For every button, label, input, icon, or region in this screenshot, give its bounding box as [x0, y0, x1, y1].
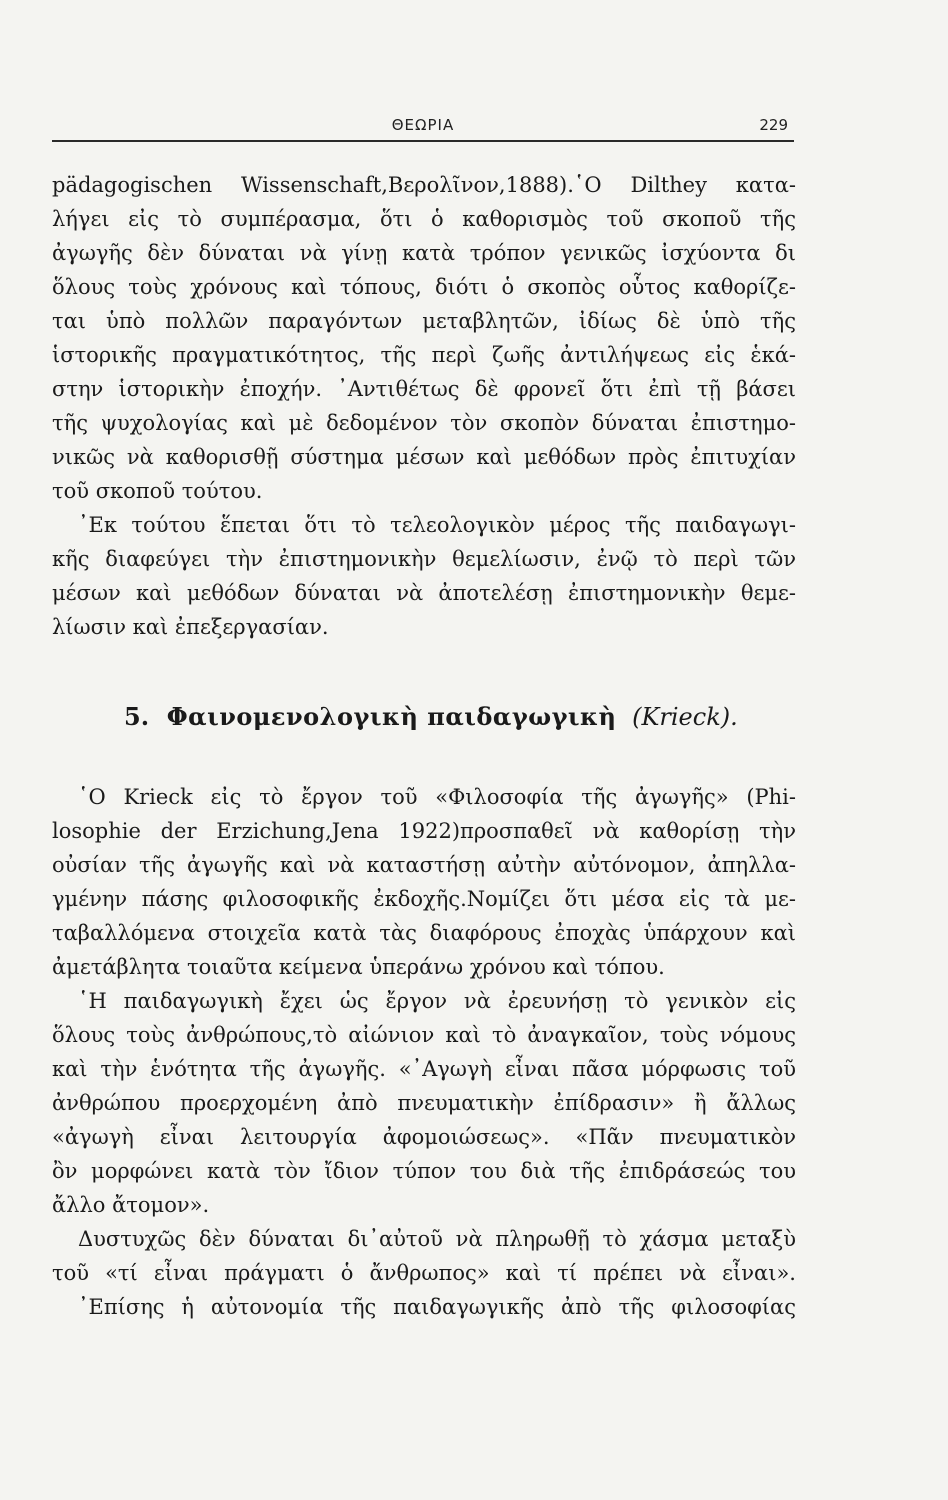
text-line: τοῦ «τί εἶναι πράγματι ὁ ἄνθρωπος» καὶ τί πρέπει νὰ εἶναι».: [52, 1261, 796, 1285]
text-line: ῾Η παιδαγωγικὴ ἔχει ὡς ἔργον νὰ ἐρευνήσῃ τὸ γενικὸν εἰς: [78, 989, 796, 1013]
text-line: ᾿Εκ τούτου ἕπεται ὅτι τὸ τελεολογικὸν μέρος τῆς παιδαγωγι-: [78, 513, 796, 537]
text-line: ἀμετάβλητα τοιαῦτα κείμενα ὑπεράνω χρόνου καὶ τόπου.: [52, 955, 665, 979]
text-line: τῆς ψυχολογίας καὶ μὲ δεδομένον τὸν σκοπὸν δύναται ἐπιστημο-: [52, 411, 796, 435]
text-line: ᾿Επίσης ἡ αὐτονομία τῆς παιδαγωγικῆς ἀπὸ τῆς φιλοσοφίας: [78, 1295, 796, 1319]
running-title: ΘΕΩΡΙΑ: [391, 116, 455, 134]
page-number: 229: [759, 116, 788, 134]
text-line: ἀνθρώπου προερχομένη ἀπὸ πνευματικὴν ἐπίδρασιν» ἢ ἄλλως: [52, 1091, 796, 1115]
text-line: pädagogischen Wissenschaft,Βερολῖνον,1888).῾Ο Dilthey κατα-: [52, 173, 796, 197]
text-line: ταβαλλόμενα στοιχεῖα κατὰ τὰς διαφόρους ἐποχὰς ὑπάρχουν καὶ: [52, 921, 796, 945]
text-line: τοῦ σκοποῦ τούτου.: [52, 479, 263, 503]
text-line: ὅλους τοὺς ἀνθρώπους,τὸ αἰώνιον καὶ τὸ ἀναγκαῖον, τοὺς νόμους: [52, 1023, 796, 1047]
text-line: ὂν μορφώνει κατὰ τὸν ἴδιον τύπον του διὰ τῆς ἐπιδράσεώς του: [52, 1159, 796, 1183]
text-line: γμένην πάσης φιλοσοφικῆς ἐκδοχῆς.Νομίζει ὅτι μέσα εἰς τὰ με-: [52, 887, 796, 911]
text-line: λίωσιν καὶ ἐπεξεργασίαν.: [52, 615, 329, 639]
text-line: ἱστορικῆς πραγματικότητος, τῆς περὶ ζωῆς ἀντιλήψεως εἰς ἑκά-: [52, 343, 796, 367]
text-line: λήγει εἰς τὸ συμπέρασμα, ὅτι ὁ καθορισμὸς τοῦ σκοποῦ τῆς: [52, 207, 796, 231]
section-heading: [124, 700, 738, 734]
text-line: ῾Ο Krieck εἰς τὸ ἔργον τοῦ «Φιλοσοφία τῆς ἀγωγῆς» (Phi-: [78, 785, 796, 809]
text-line: καὶ τὴν ἑνότητα τῆς ἀγωγῆς. «᾿Αγωγὴ εἶναι πᾶσα μόρφωσις τοῦ: [52, 1057, 796, 1081]
text-line: Δυστυχῶς δὲν δύναται δι᾿αὐτοῦ νὰ πληρωθῇ τὸ χάσμα μεταξὺ: [78, 1227, 796, 1251]
section-author: (Krieck).: [632, 703, 738, 731]
text-line: οὐσίαν τῆς ἀγωγῆς καὶ νὰ καταστήσῃ αὐτὴν αὐτόνομον, ἀπηλλα-: [52, 853, 796, 877]
text-line: ἄλλο ἄτομον».: [52, 1193, 210, 1217]
page-header: [52, 112, 794, 142]
text-line: losophie der Erzichung,Jena 1922)προσπαθεῖ νὰ καθορίσῃ τὴν: [52, 819, 796, 843]
text-line: «ἀγωγὴ εἶναι λειτουργία ἀφομοιώσεως». «Πᾶν πνευματικὸν: [52, 1125, 796, 1149]
text-line: στην ἱστορικὴν ἐποχήν. ᾿Αντιθέτως δὲ φρονεῖ ὅτι ἐπὶ τῇ βάσει: [52, 377, 796, 401]
text-line: νικῶς νὰ καθορισθῇ σύστημα μέσων καὶ μεθόδων πρὸς ἐπιτυχίαν: [52, 445, 796, 469]
section-title: Φαινομενολογικὴ παιδαγωγικὴ: [166, 702, 617, 731]
text-line: ἀγωγῆς δὲν δύναται νὰ γίνῃ κατὰ τρόπον γενικῶς ἰσχύοντα δι: [52, 241, 796, 265]
text-line: ται ὑπὸ πολλῶν παραγόντων μεταβλητῶν, ἰδίως δὲ ὑπὸ τῆς: [52, 309, 796, 333]
text-line: ὅλους τοὺς χρόνους καὶ τόπους, διότι ὁ σκοπὸς οὗτος καθορίζε-: [52, 275, 796, 299]
text-line: κῆς διαφεύγει τὴν ἐπιστημονικὴν θεμελίωσιν, ἐνῷ τὸ περὶ τῶν: [52, 547, 796, 571]
text-line: μέσων καὶ μεθόδων δύναται νὰ ἀποτελέσῃ ἐπιστημονικὴν θεμε-: [52, 581, 796, 605]
section-number: 5.: [124, 702, 150, 731]
